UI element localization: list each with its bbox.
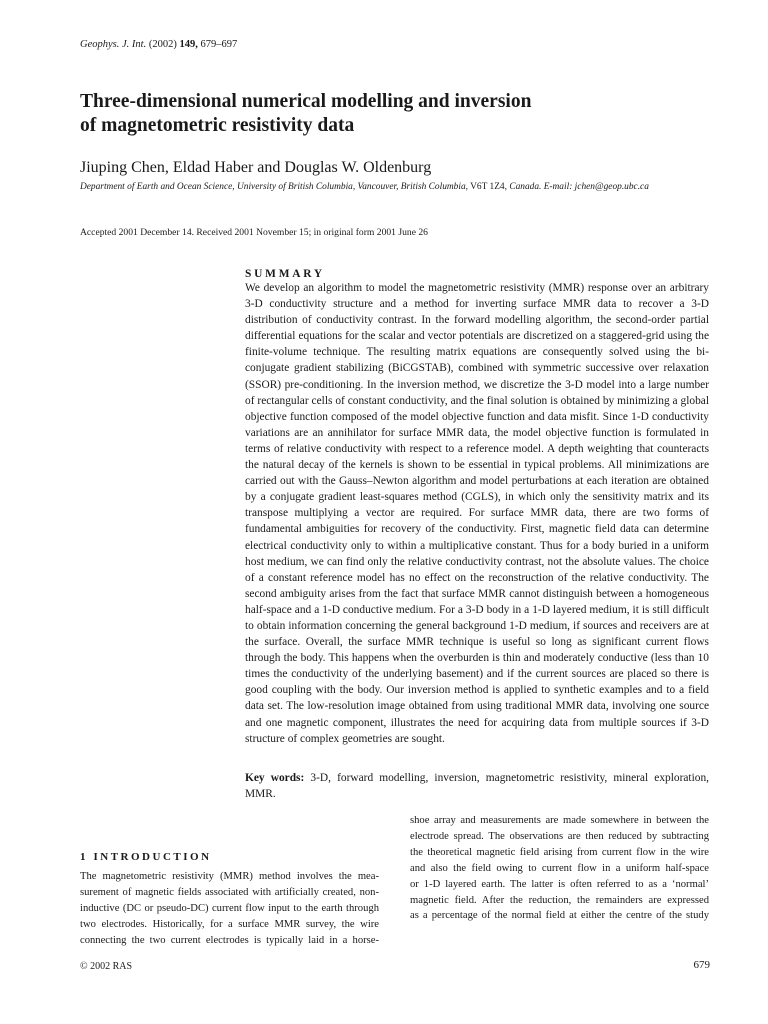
text-line: surement of magnetic fields associated with artificially created, non- — [80, 886, 379, 898]
section-title: INTRODUCTION — [93, 851, 212, 863]
introduction-column-right — [410, 813, 709, 924]
summary-body: We develop an algorithm to model the magnetometric resistivity (MMR) response over an arbitrary 3-D conductivity structure and a method for inverting surface MMR data to recover a 3-D distribution of conductivity contrast. In the forward modelling algorithm, the second-order partial differential equations for the scalar and vector potentials are discretized on a staggered-grid using the finite-volume technique. The resulting matrix equations are consequently solved using the bi-conjugate gradient stabilizing (BiCGSTAB), combined with symmetric successive over relaxation (SSOR) pre-conditioning. In the inversion method, we discretize the 3-D model into a large number of rectangular cells of constant conductivity, and the final solution is obtained by minimizing a global objective function composed of the model objective function and data misfit. Since 1-D conductivity variations are an annihilator for surface MMR data, the model objective function is formulated in terms of relative conductivity with respect to a reference model. A depth weighting that counteracts the natural decay of the kernels is shown to be essential in typical problems. All minimizations are carried out with the Gauss–Newton algorithm and model perturbations at each iteration are obtained by a conjugate gradient least-squares method (CGLS), in which only the sensitivity matrix and its transpose multiplying a vector are required. For surface MMR data, there are two forms of fundamental ambiguities for recovery of the conductivity. First, magnetic field data can determine electrical conductivity only to within a multiplicative constant. Thus for a body buried in a uniform host medium, we can find only the relative conductivity contrast, not the absolute values. The choice of a constant reference model has no effect on the reconstruction of the relative conductivity. The second ambiguity arises from the fact that surface MMR cannot distinguish between a homogeneous half-space and a 1-D conductive medium. For a 3-D body in a 1-D layered medium, it is still difficult to obtain information concerning the general background 1-D medium, if sources and receivers are at the surface. Overall, the surface MMR technique is useful so long as significant current flows through the body. This happens when the overburden is thin and moderately conductive (less than 10 times the conductivity of the underlying basement) and if the current sources are placed so there is good coupling with the body. Our inversion method is applied to synthetic examples and to a field data set. The low-resolution image obtained from using traditional MMR data, involving one source and one magnetic component, illustrates the need for acquiring data from multiple sources if 3-D structure of complex geometries are sought. — [245, 282, 709, 745]
affiliation-email: Canada. E-mail: jchen@geop.ubc.ca — [506, 182, 649, 192]
summary-heading: SUMMARY — [245, 268, 325, 280]
journal-volume: 149, — [179, 39, 198, 50]
footer-copyright: © 2002 RAS — [80, 961, 133, 972]
authors: Jiuping Chen, Eldad Haber and Douglas W. Oldenburg — [80, 159, 432, 176]
text-line: and also the field owing to current flow in a uniform half-space — [410, 862, 709, 874]
paper-title-line-1: Three-dimensional numerical modelling and inversion — [80, 91, 532, 112]
affiliation — [80, 182, 720, 192]
affiliation-postal-code: V6T 1Z4, — [467, 182, 507, 192]
text-line: shoe array and measurements are made somewhere in between the — [410, 815, 709, 826]
submission-dates: Accepted 2001 December 14. Received 2001 November 15; in original form 2001 June 26 — [80, 227, 428, 238]
journal-citation — [80, 39, 237, 50]
introduction-column-left — [80, 869, 379, 949]
affiliation-department: Department of Earth and Ocean Science, University of British Columbia, Vancouver, British Columbia, — [80, 182, 468, 192]
text-line: The magnetometric resistivity (MMR) method involves the mea- — [80, 871, 379, 882]
text-line: inductive (DC or pseudo-DC) current flow input to the earth through — [80, 902, 379, 914]
page-number: 679 — [693, 959, 710, 971]
text-line: as a percentage of the normal field at either the centre of the study — [410, 910, 709, 922]
keywords-list: 3-D, forward modelling, inversion, magnetometric resistivity, mineral exploration, MMR. — [245, 772, 709, 801]
journal-pages: 679–697 — [200, 39, 238, 50]
keywords-label: Key words: — [245, 772, 305, 784]
text-line: magnetic field. After the reduction, the remainders are expressed — [410, 894, 709, 906]
keywords — [245, 770, 709, 802]
section-heading-introduction — [80, 851, 212, 863]
text-line: two electrodes. Historically, for a surface MMR survey, the wire — [80, 918, 379, 930]
text-line: connecting the two current electrodes is typically laid in a horse- — [80, 934, 379, 946]
journal-name: Geophys. J. Int. — [80, 39, 147, 50]
section-number: 1 — [80, 851, 86, 863]
text-line: the theoretical magnetic field arising from current flow in the wire — [410, 846, 709, 858]
paper-title — [80, 90, 700, 138]
text-line: or 1-D layered earth. The latter is often referred to as a ‘normal’ — [410, 878, 709, 890]
text-line: electrode spread. The observations are then reduced by subtracting — [410, 830, 709, 842]
journal-year: (2002) — [148, 39, 177, 50]
paper-title-line-2: of magnetometric resistivity data — [80, 115, 355, 136]
